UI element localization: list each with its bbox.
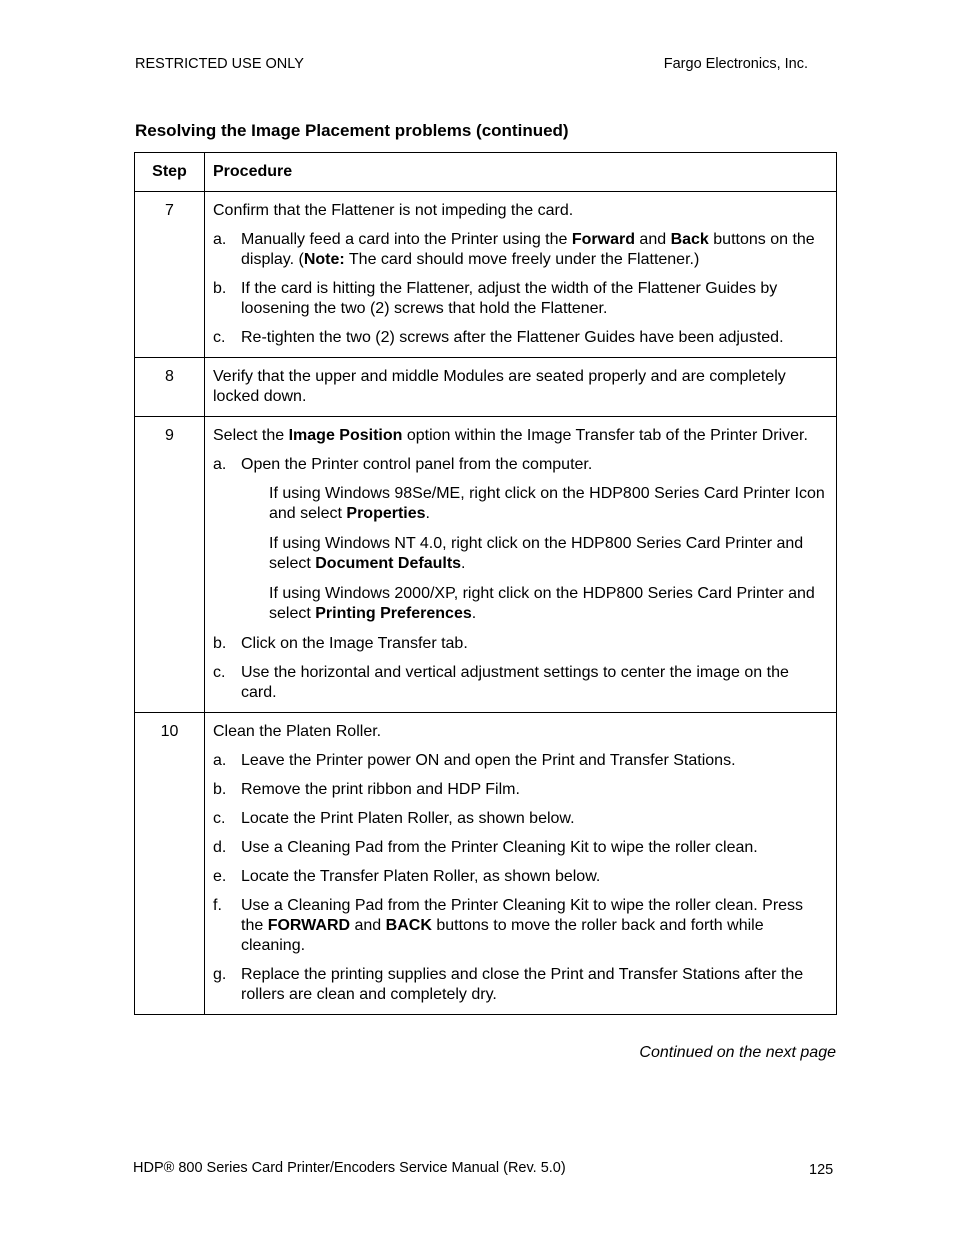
step-number: 9 (135, 417, 205, 713)
item-text: Locate the Print Platen Roller, as shown below. (241, 810, 575, 827)
item-text: Use a Cleaning Pad from the Printer Cleaning Kit to wipe the roller clean. Press the FORWARD and BACK buttons to move the roller back and forth while cleaning. (241, 897, 804, 954)
footer-title: HDP® 800 Series Card Printer/Encoders Service Manual (Rev. 5.0) (133, 1160, 566, 1176)
list-item (213, 809, 828, 829)
item-text: Re-tighten the two (2) screws after the Flattener Guides have been adjusted. (241, 329, 784, 346)
item-text: Click on the Image Transfer tab. (241, 635, 468, 652)
table-row (135, 417, 837, 713)
list-item (213, 867, 828, 887)
step-number: 7 (135, 192, 205, 358)
list-item (213, 230, 828, 270)
step-intro: Verify that the upper and middle Modules are seated properly and are completely locked down. (213, 368, 786, 405)
item-letter: c. (213, 810, 226, 827)
sub-paragraph: If using Windows 2000/XP, right click on the HDP800 Series Card Printer and select Printing Preferences. (269, 585, 815, 622)
step-number: 10 (135, 713, 205, 1015)
item-text: Locate the Transfer Platen Roller, as shown below. (241, 868, 601, 885)
page-number: 125 (809, 1162, 834, 1178)
item-text: Use a Cleaning Pad from the Printer Cleaning Kit to wipe the roller clean. (241, 839, 758, 856)
table-header-row (135, 153, 837, 192)
step-number: 8 (135, 358, 205, 417)
list-item (213, 634, 828, 654)
list-item (213, 965, 828, 1005)
table-row (135, 713, 837, 1015)
item-text: Use the horizontal and vertical adjustment settings to center the image on the card. (241, 664, 789, 701)
header-left: RESTRICTED USE ONLY (135, 56, 304, 72)
item-letter: d. (213, 839, 227, 856)
list-item (213, 838, 828, 858)
item-letter: a. (213, 231, 227, 248)
step-intro: Select the Image Position option within the Image Transfer tab of the Printer Driver. (213, 427, 808, 444)
item-letter: a. (213, 752, 227, 769)
item-letter: b. (213, 781, 227, 798)
item-letter: b. (213, 635, 227, 652)
item-letter: g. (213, 966, 227, 983)
procedure-cell (205, 417, 837, 713)
sub-paragraph: If using Windows 98Se/ME, right click on the HDP800 Series Card Printer Icon and select Properties. (269, 485, 825, 522)
procedure-cell (205, 358, 837, 417)
item-letter: a. (213, 456, 227, 473)
list-item (213, 328, 828, 348)
item-letter: c. (213, 329, 226, 346)
sub-paragraph: If using Windows NT 4.0, right click on the HDP800 Series Card Printer and select Document Defaults. (269, 535, 804, 572)
list-item (213, 896, 828, 956)
header-right: Fargo Electronics, Inc. (663, 56, 808, 72)
list-item (213, 279, 828, 319)
procedure-cell (205, 192, 837, 358)
step-column-header: Step (135, 153, 205, 192)
list-item (213, 751, 828, 771)
item-text: If the card is hitting the Flattener, adjust the width of the Flattener Guides by loosening the two (2) screws that hold the Flattener. (241, 280, 778, 317)
item-text: Remove the print ribbon and HDP Film. (241, 781, 520, 798)
item-text: Leave the Printer power ON and open the Print and Transfer Stations. (241, 752, 736, 769)
item-text: Replace the printing supplies and close the Print and Transfer Stations after the rollers are clean and completely dry. (241, 966, 804, 1003)
procedure-table (134, 152, 837, 1015)
item-letter: b. (213, 280, 227, 297)
item-letter: f. (213, 897, 222, 914)
item-text: Open the Printer control panel from the computer. (241, 456, 593, 473)
list-item (213, 663, 828, 703)
table-row (135, 192, 837, 358)
continued-note: Continued on the next page (639, 1044, 836, 1061)
table-row (135, 358, 837, 417)
item-letter: c. (213, 664, 226, 681)
item-letter: e. (213, 868, 227, 885)
step-intro: Confirm that the Flattener is not impeding the card. (213, 202, 574, 219)
item-text: Manually feed a card into the Printer using the Forward and Back buttons on the display. (Note: The card should move freely under the Flattener.) (241, 231, 815, 268)
step-intro: Clean the Platen Roller. (213, 723, 382, 740)
list-item (213, 455, 828, 475)
procedure-cell (205, 713, 837, 1015)
section-title: Resolving the Image Placement problems (continued) (135, 121, 569, 140)
procedure-column-header: Procedure (205, 153, 837, 192)
list-item (213, 780, 828, 800)
